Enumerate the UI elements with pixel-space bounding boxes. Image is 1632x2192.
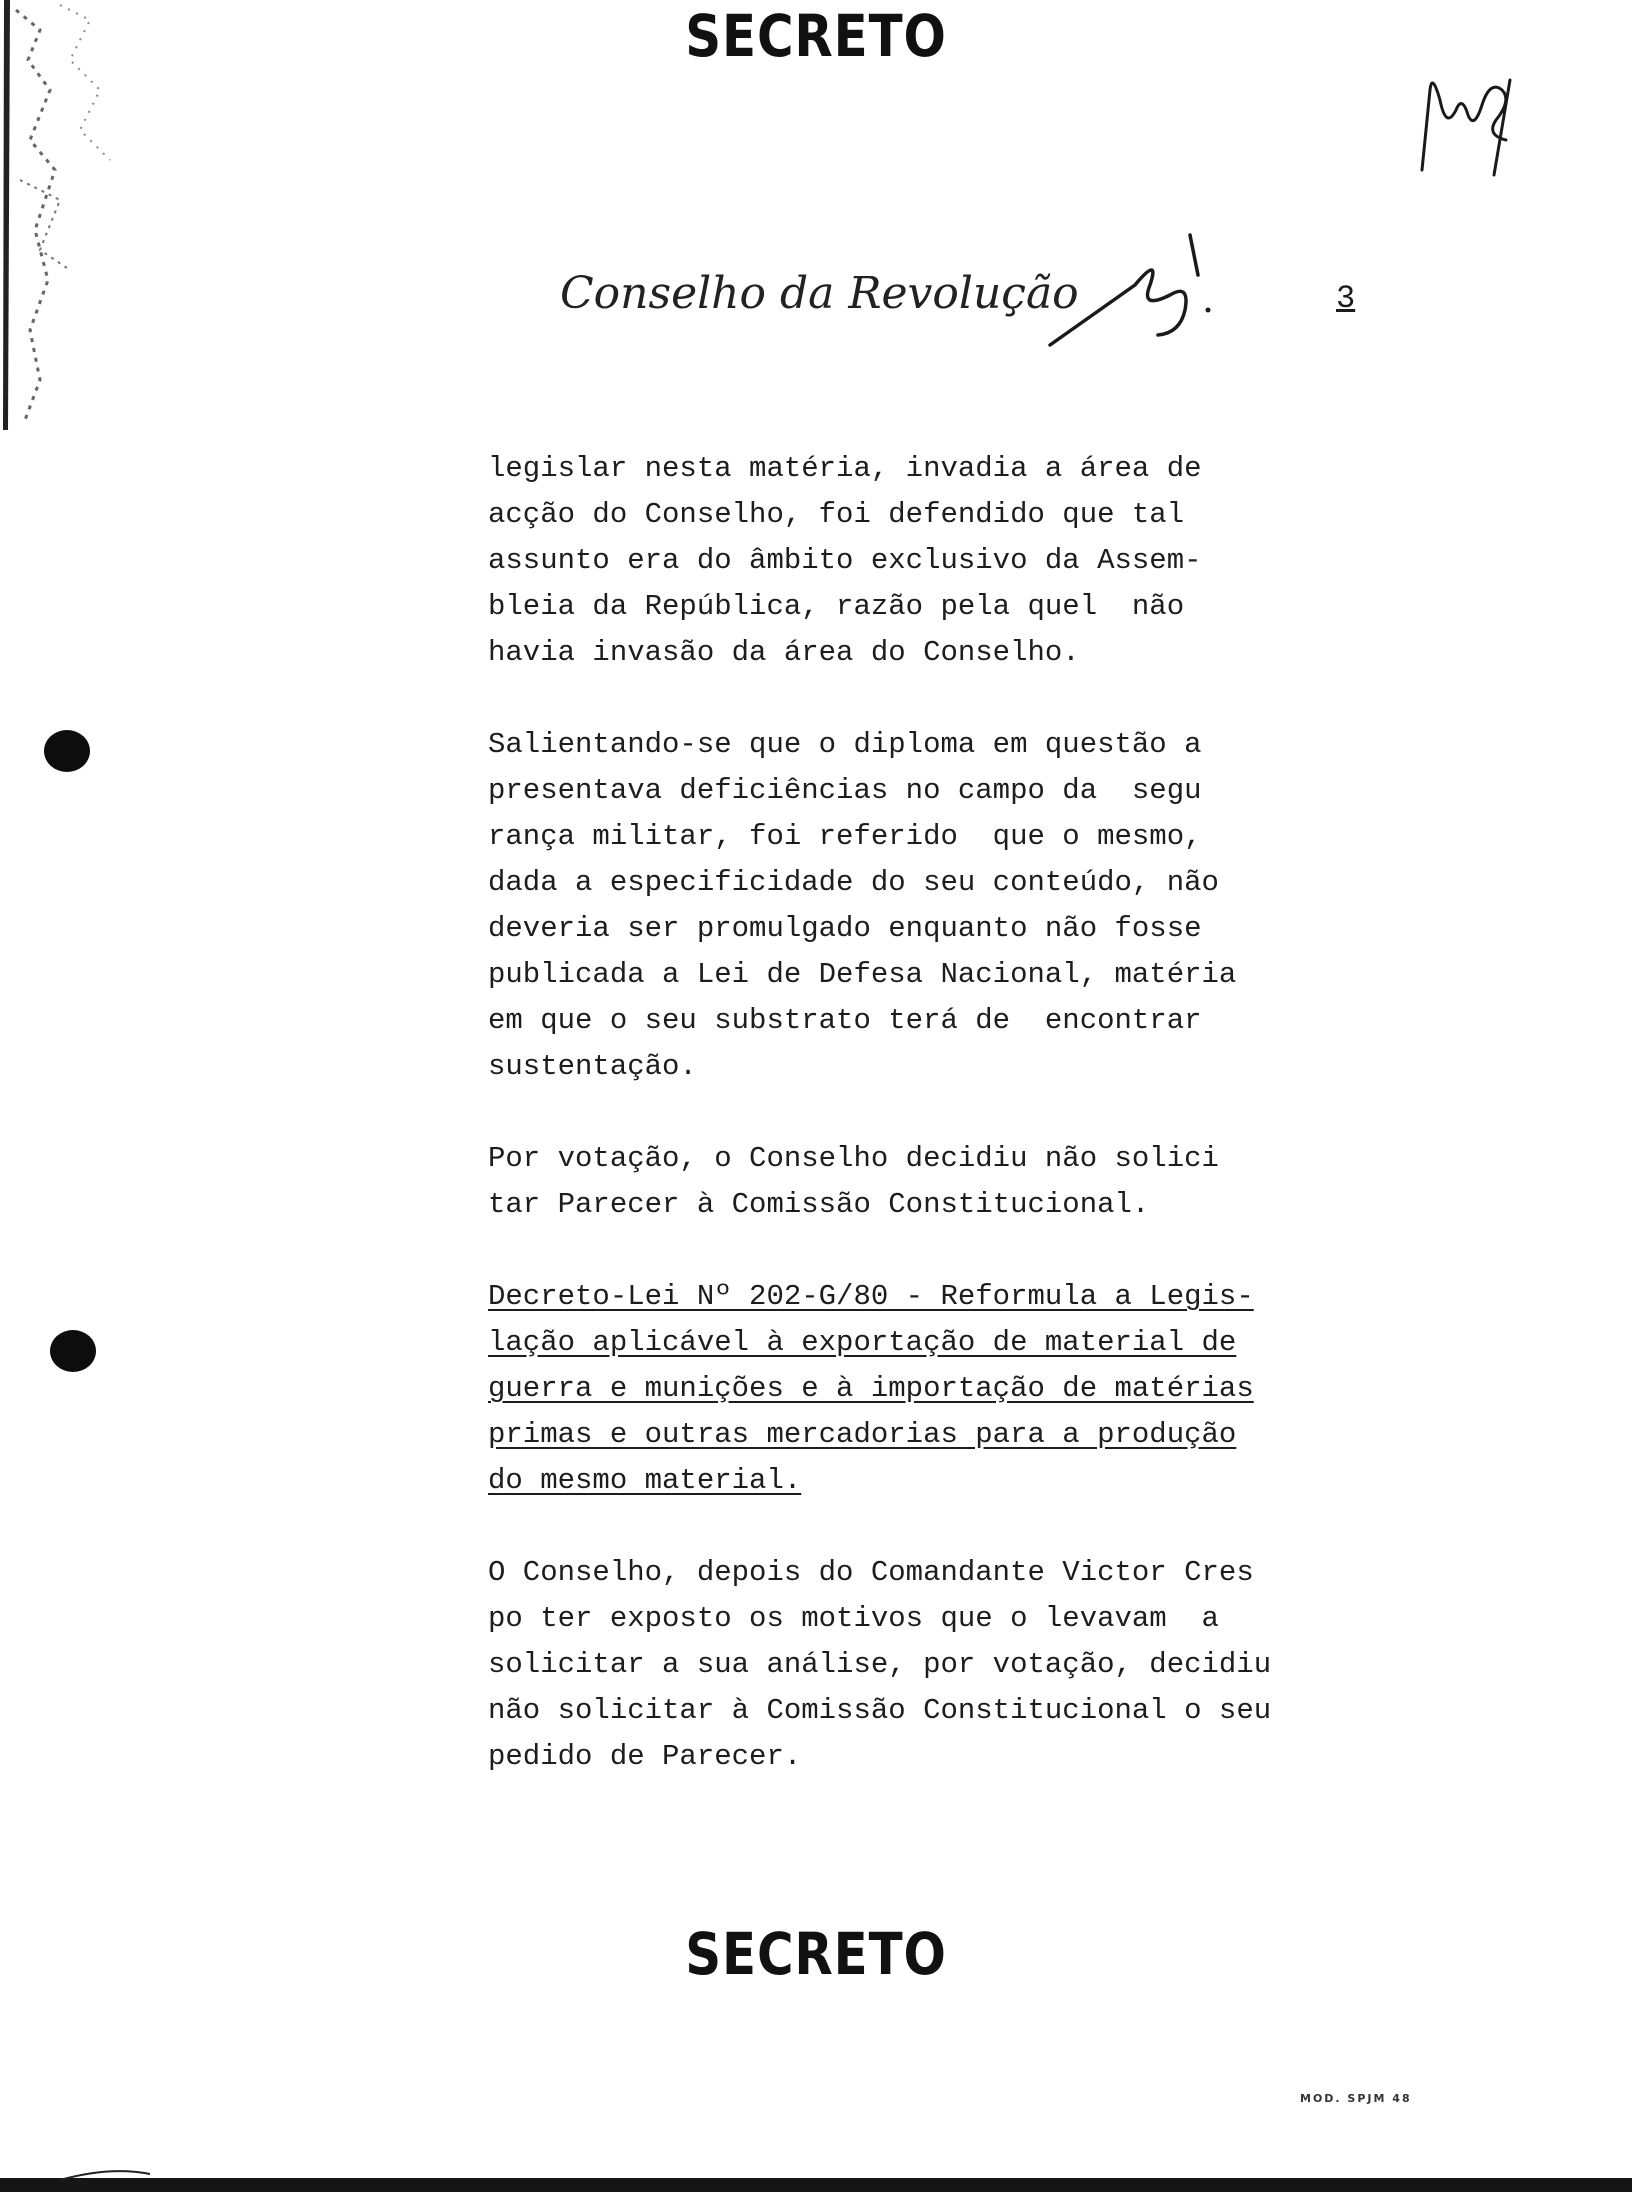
form-code: MOD. SPJM 48 [1300, 2092, 1412, 2105]
classification-stamp-bottom: SECRETO [685, 1920, 947, 1988]
text-line: em que o seu substrato terá de encontrar [488, 1004, 1202, 1037]
paragraph [488, 446, 1348, 676]
text-line: po ter exposto os motivos que o levavam a [488, 1602, 1219, 1635]
page-number: 3 [1336, 280, 1356, 317]
handwritten-initials [1040, 215, 1220, 355]
text-line: primas e outras mercadorias para a produção [488, 1418, 1237, 1451]
text-line: O Conselho, depois do Comandante Victor Cres [488, 1556, 1254, 1589]
text-line: rança militar, foi referido que o mesmo, [488, 820, 1202, 853]
handwritten-signature [1410, 60, 1530, 180]
text-line: assunto era do âmbito exclusivo da Assem- [488, 544, 1202, 577]
text-line: acção do Conselho, foi defendido que tal [488, 498, 1185, 531]
text-line: presentava deficiências no campo da segu [488, 774, 1202, 807]
paragraph [488, 722, 1348, 1090]
text-line: lação aplicável à exportação de material de [488, 1326, 1237, 1359]
body-text [488, 446, 1348, 1826]
paragraph [488, 1550, 1348, 1780]
scan-edge-bottom [0, 2160, 1632, 2192]
text-line: havia invasão da área do Conselho. [488, 636, 1080, 669]
text-line: guerra e munições e à importação de matérias [488, 1372, 1254, 1405]
punch-hole [50, 1330, 96, 1372]
text-line: sustentação. [488, 1050, 697, 1083]
text-line: tar Parecer à Comissão Constitucional. [488, 1188, 1150, 1221]
text-line: solicitar a sua análise, por votação, decidiu [488, 1648, 1272, 1681]
decree-heading [488, 1274, 1348, 1504]
classification-stamp-top: SECRETO [685, 2, 947, 70]
text-line: Por votação, o Conselho decidiu não solici [488, 1142, 1219, 1175]
text-line: deveria ser promulgado enquanto não fosse [488, 912, 1202, 945]
punch-hole [44, 730, 90, 772]
text-line: Decreto-Lei Nº 202-G/80 - Reformula a Legis- [488, 1280, 1254, 1313]
text-line: pedido de Parecer. [488, 1740, 802, 1773]
paragraph [488, 1136, 1348, 1228]
text-line: do mesmo material. [488, 1464, 802, 1497]
text-line: Salientando-se que o diploma em questão a [488, 728, 1202, 761]
letterhead: Conselho da Revolução [560, 268, 1079, 319]
text-line: bleia da República, razão pela quel não [488, 590, 1185, 623]
text-line: publicada a Lei de Defesa Nacional, matéria [488, 958, 1237, 991]
text-line: não solicitar à Comissão Constitucional o seu [488, 1694, 1272, 1727]
text-line: dada a especificidade do seu conteúdo, não [488, 866, 1219, 899]
text-line: legislar nesta matéria, invadia a área de [488, 452, 1202, 485]
